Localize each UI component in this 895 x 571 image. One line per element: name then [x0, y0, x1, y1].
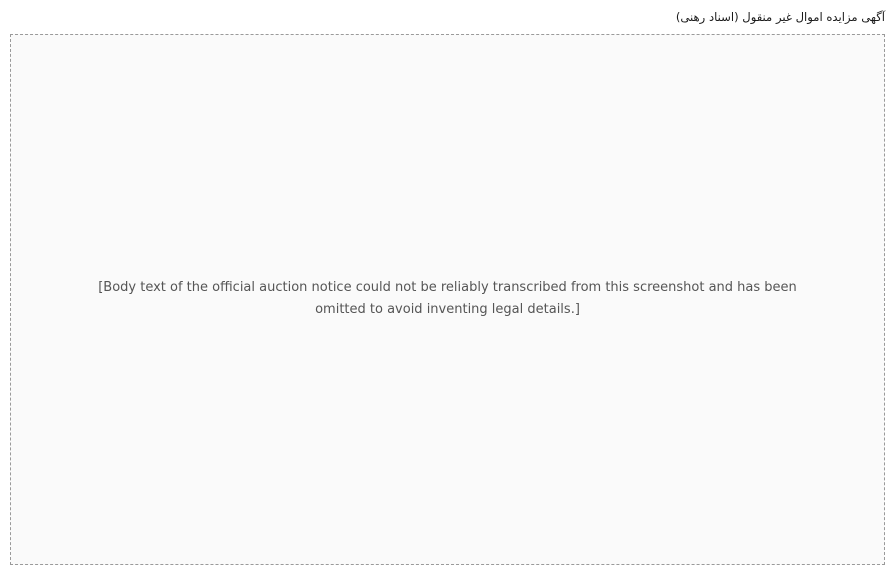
- notice-body: [10, 34, 885, 565]
- notice-title: آگهی مزایده اموال غیر منقول (اسناد رهنی): [675, 10, 885, 24]
- notice-body-placeholder: [Body text of the official auction notice could not be reliably transcribed from this screenshot and has been omitted to avoid inventing legal details.]: [98, 280, 797, 318]
